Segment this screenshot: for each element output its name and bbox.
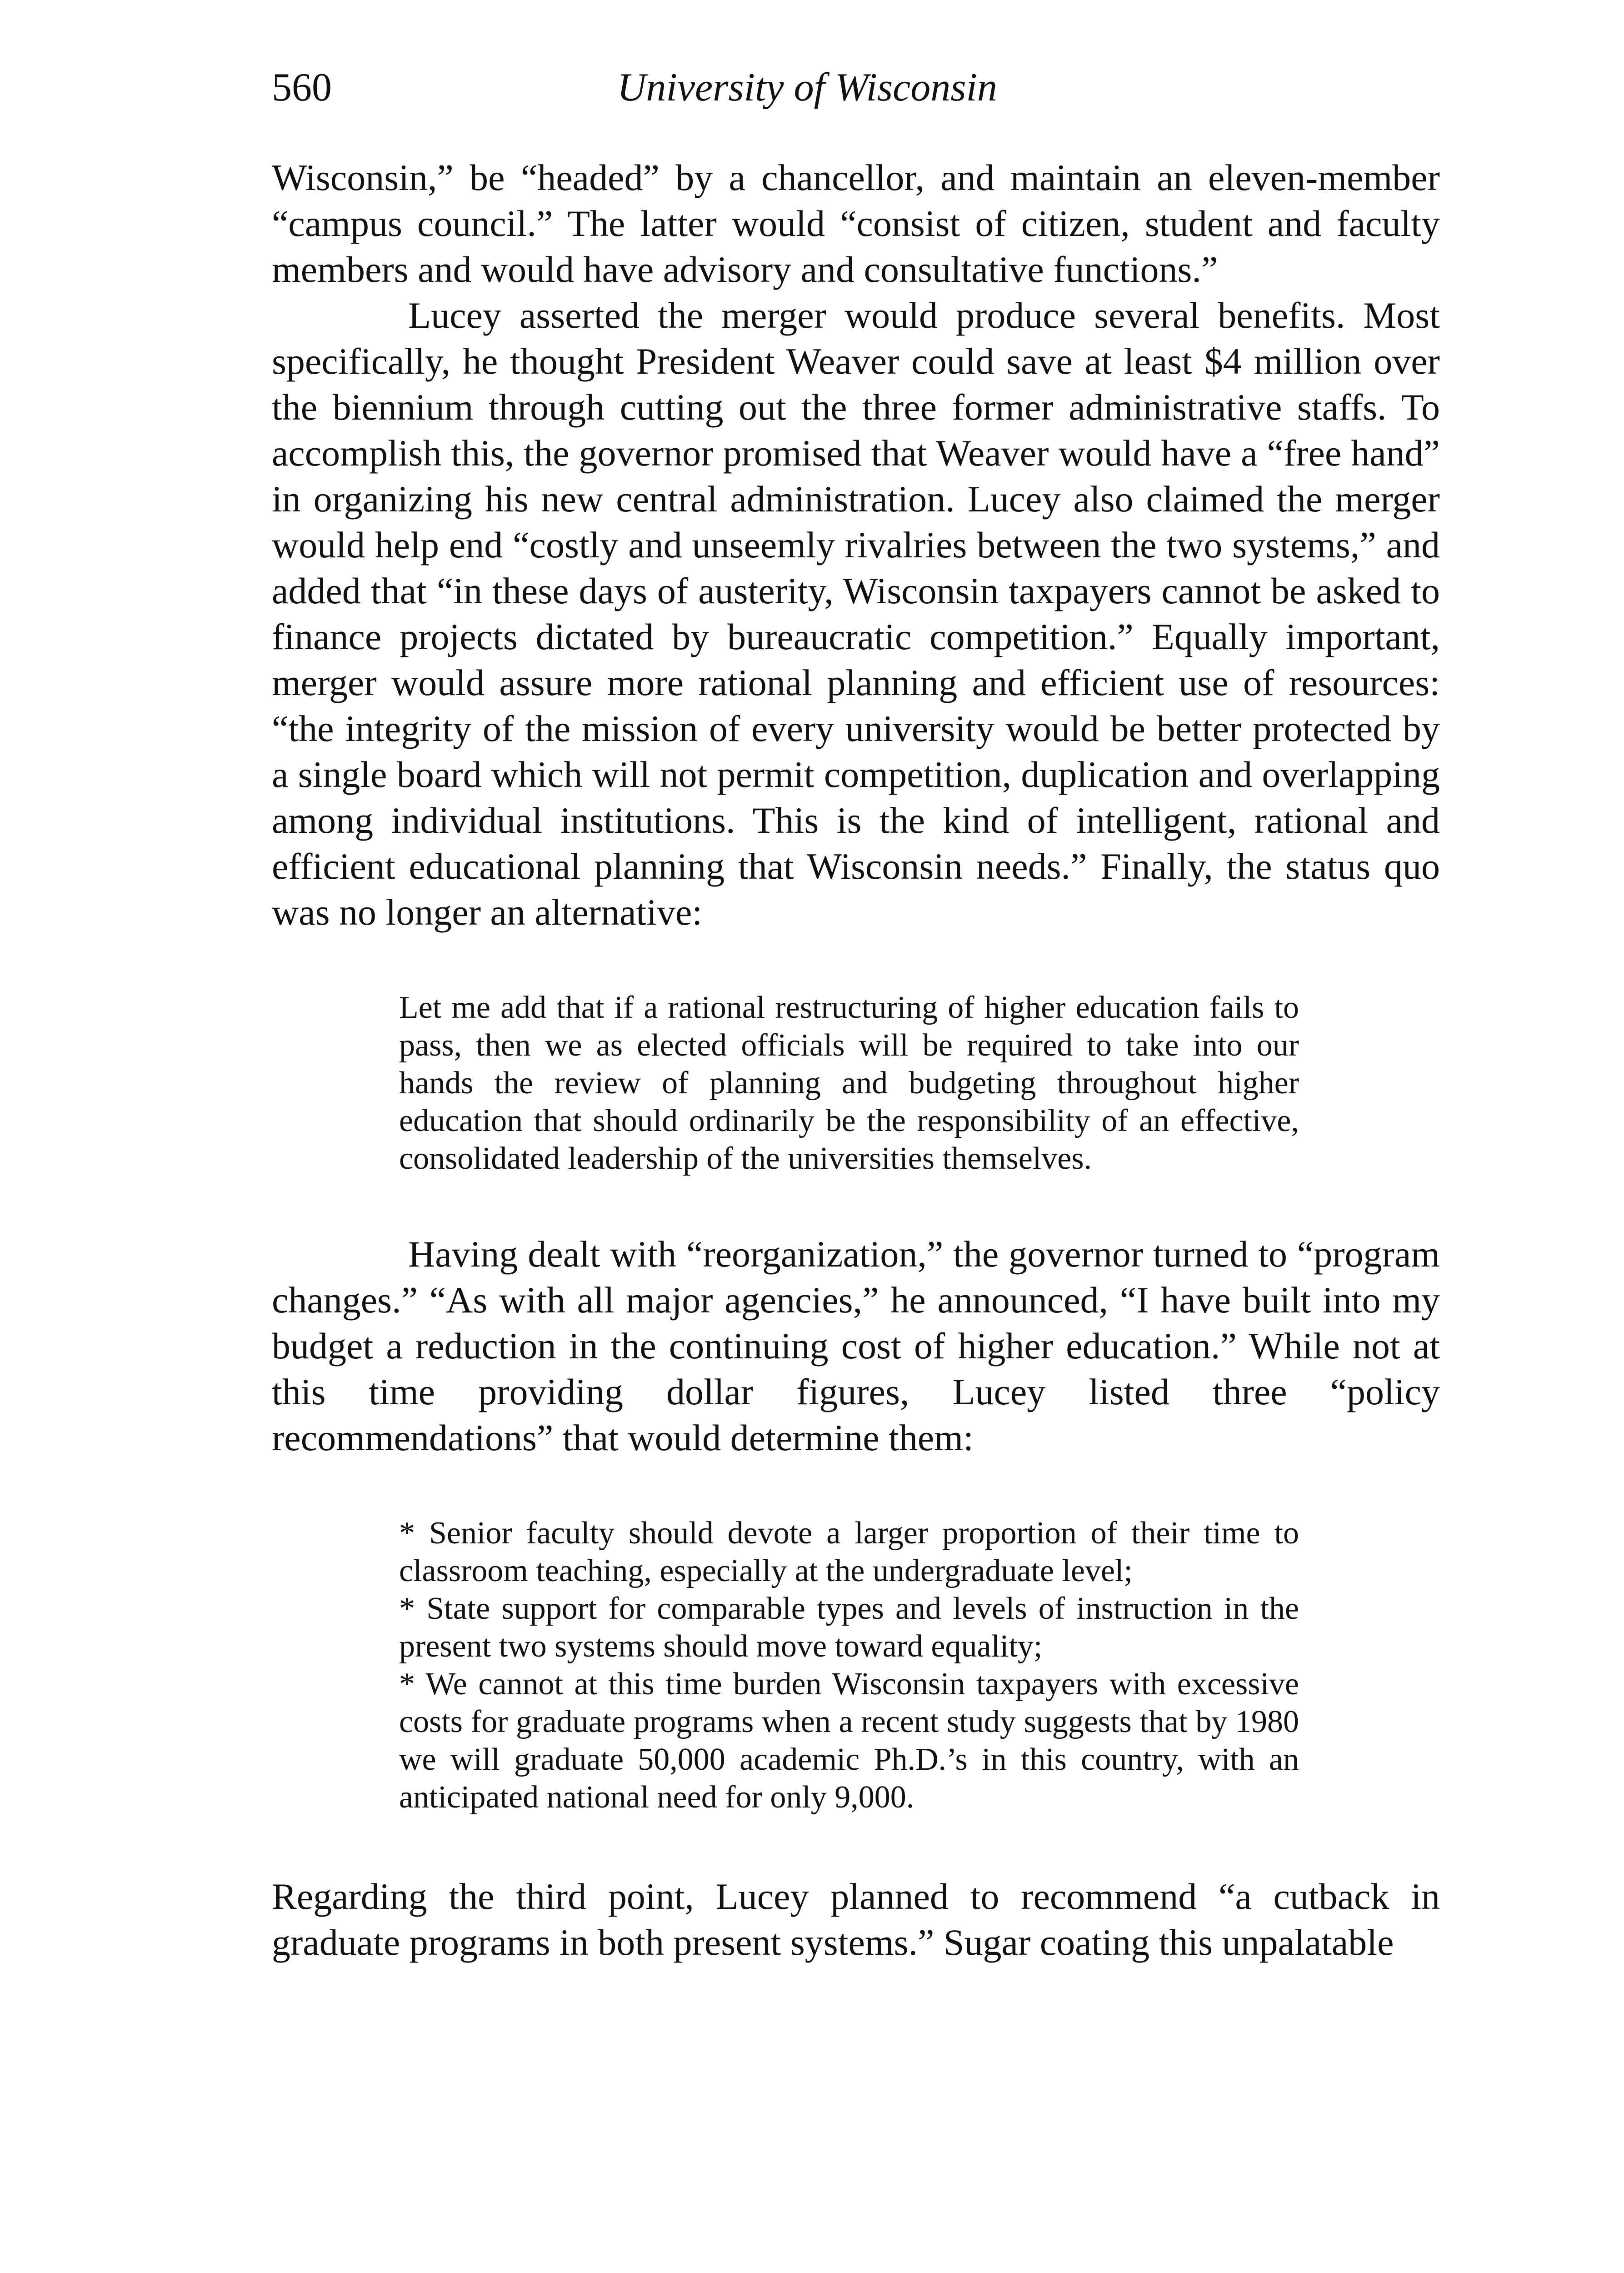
paragraph-program-changes: Having dealt with “reorganization,” the governor turned to “program changes.” “As with all major agencies,” he announced, “I have built into my budget a reduction in the continuing cost of higher education.” While not at this time providing dollar figures, Lucey listed three “policy recommendations” that would determine them:	[272, 1233, 1440, 1458]
list-item: * Senior faculty should devote a larger proportion of their time to classroom teaching, especially at the undergraduate level;	[399, 1516, 1299, 1588]
paragraph-merger-benefits: Lucey asserted the merger would produce several benefits. Most specifically, he thought President Weaver could save at least $4 million over the biennium through cutting out the three former administrative staffs. To accomplish this, the governor promised that Weaver would have a “free hand” in organizing his new central administration. Lucey also claimed the merger would help end “costly and unseemly rivalries between the two systems,” and added that “in these days of austerity, Wisconsin taxpayers cannot be asked to finance projects dictated by bureaucratic competition.” Equally important, merger would assure more rational planning and efficient use of resources: “the integrity of the mission of every university would be better protected by a single board which will not permit competition, duplication and overlapping among individual institutions. This is the kind of intelligent, rational and efficient educational planning that Wisconsin needs.” Finally, the status quo was no longer an alternative:	[272, 295, 1440, 933]
page-number: 560	[272, 65, 332, 110]
paragraph-third-point: Regarding the third point, Lucey planned to recommend “a cutback in graduate programs in both present systems.” Sugar coating this unpalatable	[272, 1876, 1440, 1963]
block-quote: Let me add that if a rational restructuring of higher education fails to pass, then we as elected officials will be required to take into our hands the review of planning and budgeting throughout higher education that should ordinarily be the responsibility of an effective, consolidated leadership of the universities themselves.	[399, 990, 1299, 1176]
list-item: * We cannot at this time burden Wisconsin taxpayers with excessive costs for graduate programs when a recent study suggests that by 1980 we will graduate 50,000 academic Ph.D.’s in this country, with an anticipated national need for only 9,000.	[399, 1667, 1299, 1815]
running-head: University of Wisconsin	[617, 65, 997, 110]
body-text	[272, 155, 1440, 1965]
list-item: * State support for comparable types and levels of instruction in the present two systems should move toward equality;	[399, 1591, 1299, 1664]
policy-recommendations-list	[399, 1514, 1299, 1816]
page-header	[272, 63, 1440, 113]
paragraph-continued: Wisconsin,” be “headed” by a chancellor, and maintain an eleven-member “campus council.” The latter would “consist of citizen, student and faculty members and would have advisory and consultative functions.”	[272, 157, 1440, 290]
